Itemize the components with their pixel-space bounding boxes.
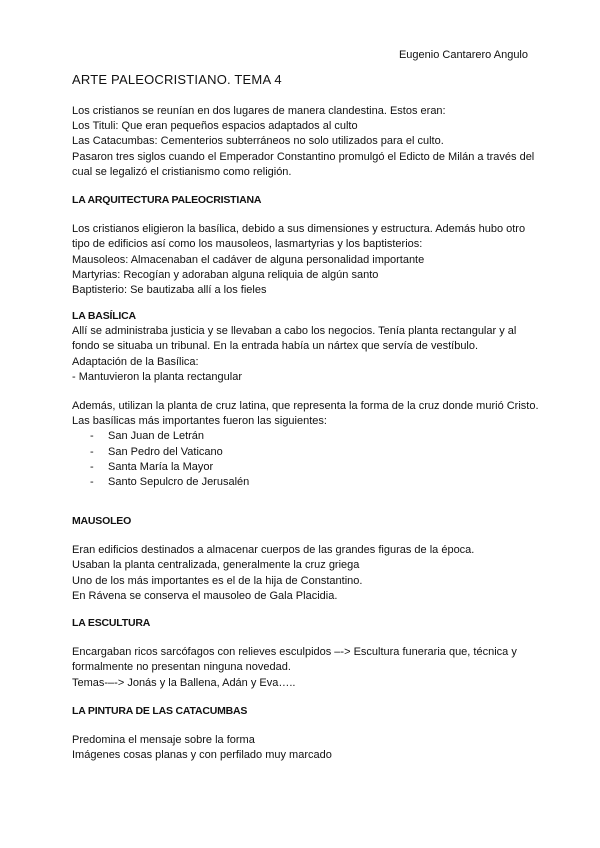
paragraph-line: En Rávena se conserva el mausoleo de Gala Placidia. (72, 589, 338, 602)
escultura-section (72, 616, 542, 691)
basilica-section (72, 309, 542, 490)
document-title: ARTE PALEOCRISTIANO. TEMA 4 (72, 72, 282, 87)
paragraph-line: Eran edificios destinados a almacenar cuerpos de las grandes figuras de la época. (72, 544, 475, 557)
list-item: - San Juan de Letrán (72, 429, 542, 444)
paragraph-line: Las basílicas más importantes fueron las siguientes: (72, 415, 327, 428)
intro-line: Las Catacumbas: Cementerios subterráneos no solo utilizados para el culto. (72, 135, 444, 148)
paragraph-line: Martyrias: Recogían y adoraban alguna reliquia de algún santo (72, 268, 379, 281)
paragraph-line: Usaban la planta centralizada, generalmente la cruz griega (72, 559, 360, 572)
paragraph-line: Adaptación de la Basílica: (72, 355, 199, 368)
mausoleo-section (72, 514, 542, 604)
paragraph-line: Predomina el mensaje sobre la forma (72, 734, 255, 747)
paragraph-line: Temas-–-> Jonás y la Ballena, Adán y Eva….. (72, 676, 296, 689)
paragraph-line: Además, utilizan la planta de cruz latina, que representa la forma de la cruz donde murió Cristo. (72, 400, 539, 413)
list-item: - Santo Sepulcro de Jerusalén (72, 475, 542, 490)
author-name: Eugenio Cantarero Angulo (398, 49, 528, 61)
paragraph-line: Imágenes cosas planas y con perfilado muy marcado (72, 749, 332, 762)
section-heading: LA PINTURA DE LAS CATACUMBAS (72, 705, 248, 717)
section-heading: LA BASÍLICA (72, 310, 136, 322)
paragraph-line: Encargaban ricos sarcófagos con relieves esculpidos –-> Escultura funeraria que, técnica y formalmente no presentan ninguna novedad. (72, 646, 517, 674)
paragraph-line: Allí se administraba justicia y se llevaban a cabo los negocios. Tenía planta rectangular y al fondo se situaba un tribunal. En la entrada había un nártex que servía de vestíbulo. (72, 325, 517, 353)
intro-line: Los Tituli: Que eran pequeños espacios adaptados al culto (72, 120, 358, 133)
intro-section (72, 104, 542, 180)
basilica-list (72, 429, 542, 490)
paragraph-line: Uno de los más importantes es el de la hija de Constantino. (72, 574, 363, 587)
section-heading: LA ESCULTURA (72, 617, 151, 629)
paragraph-line: Baptisterio: Se bautizaba allí a los fieles (72, 284, 267, 297)
paragraph-line: Los cristianos eligieron la basílica, debido a sus dimensiones y estructura. Además hubo otro tipo de edificios así como los mausoleos, lasmartyrias y los baptisterios: (72, 223, 526, 251)
pintura-section (72, 704, 542, 764)
section-heading: MAUSOLEO (72, 515, 132, 527)
paragraph-line: Mausoleos: Almacenaban el cadáver de alguna personalidad importante (72, 253, 425, 266)
intro-line: Los cristianos se reunían en dos lugares de manera clandestina. Estos eran: (72, 105, 446, 117)
list-item: - Santa María la Mayor (72, 460, 542, 475)
intro-line: Pasaron tres siglos cuando el Emperador Constantino promulgó el Edicto de Milán a través del cual se legalizó el cristianismo como religión. (72, 150, 535, 178)
arquitectura-section (72, 193, 542, 298)
paragraph-line: - Mantuvieron la planta rectangular (72, 370, 242, 383)
section-heading: LA ARQUITECTURA PALEOCRISTIANA (72, 194, 262, 206)
list-item: - San Pedro del Vaticano (72, 445, 542, 460)
